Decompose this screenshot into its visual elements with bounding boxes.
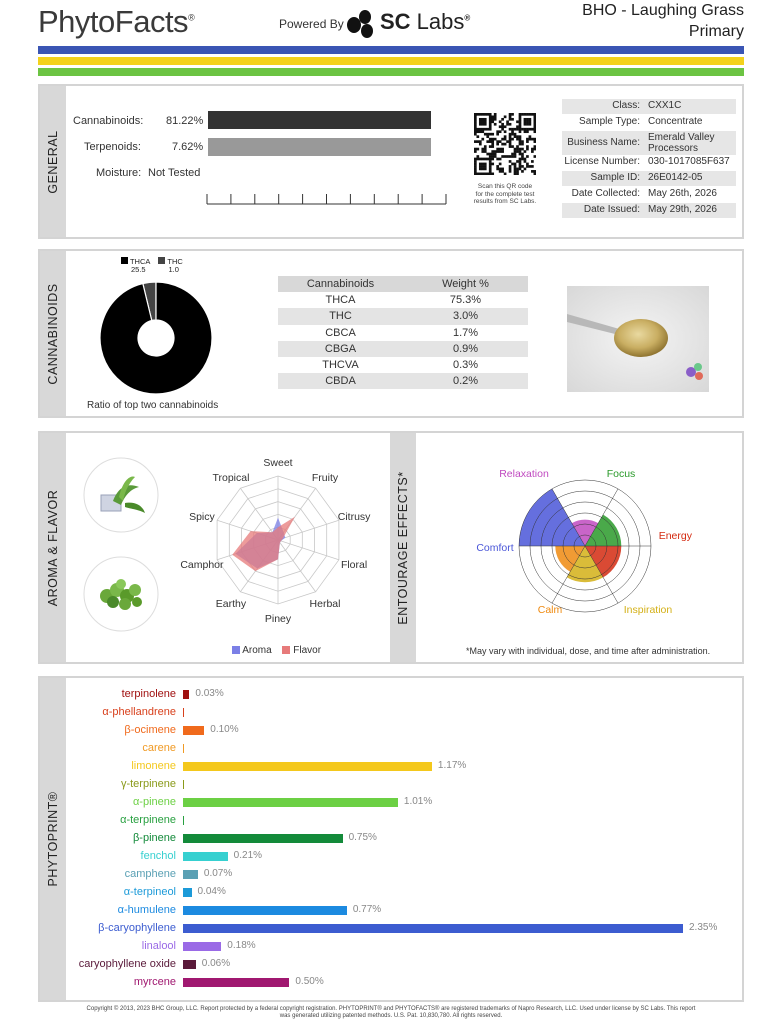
terpene-value: 0.03% (195, 688, 224, 699)
table-row: THCA 75.3% (325, 294, 482, 307)
entourage-section-text: ENTOURAGE EFFECTS* (396, 470, 410, 625)
phytofacts-logo (38, 4, 194, 40)
terpene-label: caryophyllene oxide (78, 958, 176, 970)
radar-axis-label: Earthy (215, 598, 247, 611)
stripe-green (38, 68, 744, 76)
product-photo (567, 286, 709, 392)
qr-code-icon[interactable] (474, 113, 536, 175)
detail-date-collected: Date Collected: May 26th, 2026 (571, 188, 717, 199)
radar-axis-label: Spicy (189, 510, 215, 523)
terpenoids-bar (208, 138, 431, 156)
qr-caption-line: for the complete test (475, 190, 535, 198)
effect-label-focus: Focus (606, 468, 636, 480)
terpene-value: 1.17% (437, 760, 467, 771)
terpene-value: 0.18% (227, 940, 256, 951)
aroma-section-label: AROMA & FLAVOR (40, 433, 66, 662)
terpene-label: β-caryophyllene (98, 922, 176, 934)
radar-spoke (278, 540, 339, 560)
ratio-caption: Ratio of top two cannabinoids (87, 400, 219, 411)
effect-label-relaxation: Relaxation (499, 468, 549, 480)
detail-class: Class: CXX1C (562, 99, 736, 114)
entourage-note: *May vary with individual, dose, and time after administration. (466, 646, 711, 656)
general-section-label: GENERAL (40, 86, 66, 237)
entourage-effects-chart (470, 462, 706, 622)
detail-sample-id: Sample ID: 26E0142-05 (562, 171, 736, 186)
product-name: BHO - Laughing Grass (582, 2, 744, 19)
terpene-label: α-terpineol (123, 886, 176, 898)
terpene-label: myrcene (133, 976, 176, 988)
general-scale-axis (206, 186, 448, 206)
donut-legend (121, 257, 183, 274)
table-row: THC 3.0% (278, 308, 528, 324)
sc-labs-wordmark (380, 9, 470, 35)
entourage-section-label (390, 433, 416, 662)
cannabinoids-value: 81.22% (166, 115, 204, 127)
detail-license-number: License Number: 030-1017085F637 (564, 156, 730, 167)
terpene-value: 0.10% (210, 724, 239, 735)
terpene-value: 0.75% (348, 832, 377, 843)
terpene-value: 0.50% (295, 976, 324, 987)
aroma-icon-top (83, 457, 159, 533)
terpene-label: carene (142, 742, 176, 754)
terpene-bar (183, 888, 192, 897)
qr-caption-line: results from SC Labs. (473, 198, 537, 205)
terpene-bar (183, 780, 184, 789)
effect-label-comfort: Comfort (476, 542, 514, 554)
radar-spoke (278, 540, 316, 592)
donut-slice-thca (100, 282, 212, 394)
phytoprint-section-label: PHYTOPRINT® (40, 678, 66, 1000)
lab-bold: SC (380, 9, 411, 34)
report-title (582, 0, 744, 42)
table-row: CBGA 0.9% (278, 341, 528, 357)
moisture-label: Moisture: (96, 167, 142, 179)
terpene-bar (183, 690, 189, 699)
aroma-flavor-radar-chart (160, 452, 390, 627)
terpene-value: 1.01% (403, 796, 433, 807)
terpene-label: β-ocimene (124, 724, 176, 736)
detail-business-name: Business Name: Emerald Valley Processors (562, 131, 736, 155)
product-type: Primary (688, 23, 744, 40)
sc-labs-logo-icon (345, 9, 377, 39)
terpene-bar (183, 834, 343, 843)
aroma-icon-bottom (83, 556, 159, 632)
terpene-label: α-humulene (117, 904, 176, 916)
terpenoids-value: 7.62% (172, 141, 204, 153)
radar-axis-label: Fruity (311, 471, 339, 484)
terpene-label: linalool (141, 940, 176, 952)
terpene-label: β-pinene (132, 832, 176, 844)
cannabinoids-bar (208, 111, 431, 129)
terpene-bar (183, 870, 198, 879)
terpene-value: 0.21% (233, 850, 263, 861)
radar-legend (232, 645, 321, 656)
business-name-value: Emerald Valley Processors (648, 132, 715, 154)
radar-axis-label: Camphor (180, 559, 224, 572)
cannabinoids-label: Cannabinoids: (73, 115, 144, 127)
legend-swatch (158, 257, 165, 264)
legend-flavor-label: Flavor (293, 645, 322, 656)
cannabinoids-section-label: CANNABINOIDS (40, 251, 66, 416)
legend-thca: THCA 25.5 (121, 257, 150, 274)
terpene-value: 0.06% (201, 958, 231, 969)
table-row: CBDA 0.2% (278, 373, 528, 389)
qr-caption (462, 183, 548, 206)
terpenoids-label: Terpenoids: (84, 141, 141, 153)
lab-mark: ® (464, 13, 471, 23)
terpene-label: camphene (124, 868, 176, 880)
terpene-bar (183, 762, 432, 771)
terpene-bar (183, 852, 228, 861)
terpene-label: α-phellandrene (102, 706, 176, 718)
terpene-label: fenchol (140, 850, 176, 862)
terpene-bar (183, 978, 289, 987)
logo-mark: ® (188, 12, 195, 23)
radar-axis-label: Piney (264, 613, 292, 625)
radar-axis-label: Tropical (212, 471, 250, 484)
radar-axis-label: Citrusy (337, 510, 371, 523)
legend-swatch-aroma (232, 646, 240, 654)
footer-line: Copyright © 2013, 2023 BHC Group, LLC. Report protected by a federal copyright registration. PHYTOPRINT® and PHYTOFACTS® are registered trademarks of Napro Research, LLC. Used under license by SC Labs. This report (86, 1006, 696, 1012)
terpene-bar (183, 924, 683, 933)
effect-label-calm: Calm (537, 604, 563, 616)
terpene-bar (183, 906, 347, 915)
effect-label-energy: Energy (658, 530, 692, 542)
legend-swatch-flavor (282, 646, 290, 654)
terpene-bar (183, 960, 196, 969)
stripe-blue (38, 46, 744, 54)
terpene-value: 0.77% (352, 904, 382, 915)
col-weight: Weight % (442, 278, 489, 291)
logo-text: PhytoFacts (38, 4, 189, 39)
effect-wedge-comfort (519, 489, 585, 546)
cannabinoid-table (278, 276, 528, 389)
footer-line: was generated utilizing patented methods. U.S. Pat. 10,830,780. All rights reserved. (279, 1013, 503, 1019)
radar-axis-label: Floral (340, 559, 368, 572)
qr-caption-line: Scan this QR code (477, 183, 533, 190)
table-row: CBCA 1.7% (325, 326, 479, 339)
footer-copyright (40, 1006, 742, 1020)
terpene-label: limonene (131, 760, 176, 772)
terpene-bar (183, 798, 398, 807)
col-cannabinoid: Cannabinoids (306, 278, 375, 291)
legend-aroma-label: Aroma (242, 645, 272, 656)
terpene-bar (183, 708, 184, 717)
terpene-value: 0.07% (203, 868, 233, 879)
detail-date-issued: Date Issued: May 29th, 2026 (562, 203, 736, 218)
terpene-bar (183, 726, 204, 735)
terpene-label: α-terpinene (120, 814, 176, 826)
terpene-value: 0.04% (197, 886, 226, 897)
terpene-label: terpinolene (121, 688, 176, 700)
effect-label-inspiration: Inspiration (623, 604, 673, 616)
terpene-bar (183, 816, 184, 825)
lab-rest: Labs (410, 9, 465, 34)
terpene-bar (183, 942, 221, 951)
moisture-value: Not Tested (148, 167, 201, 179)
terpene-value: 2.35% (689, 922, 718, 933)
stripe-yellow (38, 57, 744, 65)
table-header (278, 276, 528, 292)
legend-thc: THC 1.0 (158, 257, 182, 274)
table-row: THCVA 0.3% (322, 359, 479, 372)
terpene-bar (183, 744, 184, 753)
powered-by-label: Powered By (279, 17, 344, 31)
cannabinoid-donut-chart (99, 281, 213, 395)
terpene-label: α-pinene (132, 796, 176, 808)
terpene-label: γ-terpinene (120, 778, 176, 790)
legend-swatch (121, 257, 128, 264)
radar-axis-label: Herbal (309, 598, 341, 611)
radar-axis-label: Sweet (263, 457, 293, 469)
detail-sample-type: Sample Type: Concentrate (579, 116, 703, 127)
